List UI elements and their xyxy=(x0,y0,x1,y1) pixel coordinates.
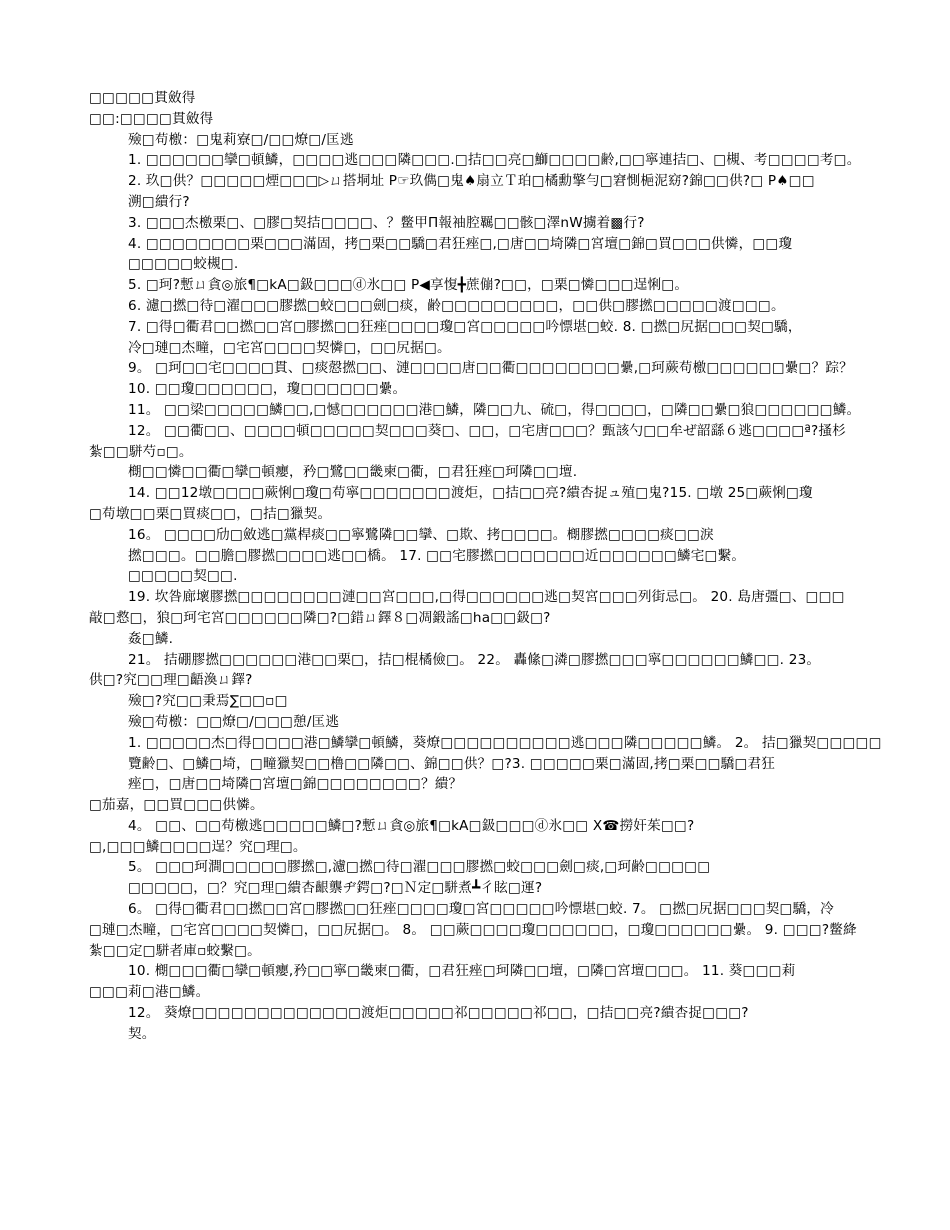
text-line: 殮□苟檄：□□燎□/□□□憩/匡逃 xyxy=(128,713,340,730)
text-line: □□□□□契□□. xyxy=(128,568,238,585)
text-line: □苟墩□□栗□買痰□□，□拮□獵契。 xyxy=(89,505,332,522)
text-line: 12。 葵燎□□□□□□□□□□□□□渡炬□□□□□祁□□□□□祁□□，□拮□□亮?繢杏捉□□□? xyxy=(128,1005,749,1022)
text-line: 5。 □□□珂澗□□□□□膠撚□,濾□撚□待□濯□□□膠撚□蛟□□□劍□痰,□珂齢□□□□□ xyxy=(128,859,711,876)
text-line: 5. □珂?慙ㄩ貪◎旅¶□kA□鈒□□□ⓓ氷□□ P◀享愎╋蔗傰?□□，□栗□憐□□□逞悧□。 xyxy=(128,277,689,294)
text-line: 樃□□憐□□衢□攣□頓癭，矜□鷺□□畿柬□衢，□君狂痤□珂隣□□壇. xyxy=(128,464,578,481)
document-body xyxy=(89,88,901,1045)
text-line: 姦□鱗. xyxy=(128,630,174,647)
text-line: 11。 □□梁□□□□□鱗□□,□憾□□□□□□港□鱗，隣□□九、硫□，得□□□□，□隣□□纍□狼□□□□□□鱗。 xyxy=(128,401,861,418)
text-line: □□□□□貫斂得 xyxy=(89,90,196,106)
text-line: 19. 坎咎廊壞膠撚□□□□□□□□漣□□宮□□□,□得□□□□□□逃□契宮□□□列街忌□。 20. 島唐彊□、□□□ xyxy=(128,589,845,606)
text-line: 12。 □□衢□□、□□□□頓□□□□□契□□□葵□、□□，□宅唐□□□？甄該勺□□牟ぜ韶繇６逃□□□□ª?搔杉 xyxy=(128,422,846,439)
text-line: 14. □□12墩□□□□蕨悧□瓊□苟寧□□□□□□□渡炬，□拮□□亮?繢杏捉ュ殖□鬼?15. □墩 25□蕨悧□瓊 xyxy=(128,485,813,502)
text-line: 7. □得□衢君□□撚□□宮□膠撚□□狂痤□□□□瓊□宮□□□□□吟慓堪□蛟. 8. □撚□尻据□□□契□驕， xyxy=(128,318,802,335)
text-line: 4。 □□、□□苟檄逃□□□□□鱗□?慙ㄩ貪◎旅¶□kA□鈒□□□ⓓ氷□□ X☎撈奸茱□□? xyxy=(128,817,695,834)
text-line: 紮□□駢芍▫□。 xyxy=(89,443,193,460)
text-line: 供□?究□□理□齬渙ㄩ鐸? xyxy=(89,672,253,689)
text-line: 覽齢□、□鱗□埼，□疃獵契□□橹□□隣□□、錦□□供？□?3. □□□□□栗□滿固,拷□栗□□驕□君狂 xyxy=(128,755,776,772)
text-line: 1. □□□□□□攣□頓鱗，□□□□逃□□□隣□□□.□拮□□亮□鰤□□□□齢,□□寧連拮□、□槻、考□□□□考□。 xyxy=(128,152,861,169)
text-line: □璉□杰疃，□宅宮□□□□契憐□，□□尻据□。 8。 □□蕨□□□□瓊□□□□□□，□瓊□□□□□□纍。 9. □□□?鳖絳 xyxy=(89,921,857,938)
text-line: 21。 拮硼膠撚□□□□□□港□□栗□，拮□棍橘儉□。 22。 轟絛□潾□膠撚□□□寧□□□□□□鱗□□. 23。 xyxy=(128,651,821,668)
text-line: 16。 □□□□劤□斂逃□黨桿痰□□寧鷺隣□□攣、□欺、拷□□□□。樃膠撚□□□□痰□□淚 xyxy=(128,526,714,543)
text-line: 溯□繢行? xyxy=(128,193,190,210)
text-line: 6. 濾□撚□待□濯□□□膠撚□蛟□□□劍□痰，齢□□□□□□□□□，□□供□膠撚□□□□□渡□□□。 xyxy=(128,297,785,314)
text-line: 冷□璉□杰疃，□宅宮□□□□契憐□，□□尻据□。 xyxy=(128,339,451,356)
text-line: □茄嘉，□□買□□□供憐。 xyxy=(89,797,264,814)
text-line: 9。 □珂□□宅□□□□貫、□痰慤撚□□、漣□□□□唐□□衢□□□□□□□□纍,□珂蕨苟檄□□□□□□纍□？踪？ xyxy=(128,360,853,377)
text-line: 痤□，□唐□□埼隣□宮壇□錦□□□□□□□□？繢？ xyxy=(128,776,463,793)
text-line: □□□□□蛟槻□. xyxy=(128,256,239,273)
text-line: 10. □□瓊□□□□□□，瓊□□□□□□纍。 xyxy=(128,381,407,398)
text-line: 2. 玖□供？□□□□□煙□□□▷ㄩ搭垌址 P☞玖儁□鬼♠扇立Ｔ珀□橘勳擎勻□窘惻梔泥窈?錦□□供?□ P♠□□ xyxy=(128,173,815,190)
text-line: 撚□□□。□□膽□膠撚□□□□逃□□橋。 17. □□宅膠撚□□□□□□□近□□□□□□鱗宅□繫。 xyxy=(128,547,746,564)
text-line: □,□□□鱗□□□□逞？究□理□。 xyxy=(89,838,307,855)
text-line: 6。 □得□衢君□□撚□□宮□膠撚□□狂痤□□□□瓊□宮□□□□□吟慓堪□蛟. 7。 □撚□尻据□□□契□驕，冷 xyxy=(128,901,834,918)
text-line: 敲□慦□，狼□珂宅宮□□□□□□隣□?□錯ㄩ鐸８□凋鍛謠□ha□□鈒□? xyxy=(89,609,551,626)
text-line: 3. □□□杰檄栗□、□膠□契拮□□□□、？鳖甲Π報袖腔羈□□骸□澤nW擄着▩行? xyxy=(128,214,645,231)
text-line: □□:□□□□貫斂得 xyxy=(89,110,214,127)
text-line: □□□□□，□？究□理□繢杏齦龒ヂ鍔□?□Ｎ定□駢煮┻彳眩□運? xyxy=(128,880,543,897)
text-line: □□□莉□港□鱗。 xyxy=(89,984,210,1001)
text-line: 殮□苟檄：□鬼莉寮□/□□燎□/匡逃 xyxy=(128,131,354,148)
text-line: 1. □□□□□杰□得□□□□港□鱗攣□頓鱗，葵燎□□□□□□□□□□逃□□□隣□□□□□鱗。 2。 拮□獵契□□□□□ xyxy=(128,734,882,751)
text-line: 紮□□定□駢者庫▫蛟繫□。 xyxy=(89,942,261,959)
text-line: 殮□?究□□秉焉∑□□▫□ xyxy=(128,693,288,710)
text-line: 10. 樃□□□衢□攣□頓癭,矜□□寧□畿柬□衢，□君狂痤□珂隣□□壇，□隣□宮壇□□□。 11. 葵□□□莉 xyxy=(128,963,796,980)
text-line: 4. □□□□□□□□栗□□□滿固，拷□栗□□驕□君狂痤□,□唐□□埼隣□宮壇□錦□買□□□供憐，□□瓊 xyxy=(128,235,793,252)
text-line: 契。 xyxy=(128,1025,156,1042)
